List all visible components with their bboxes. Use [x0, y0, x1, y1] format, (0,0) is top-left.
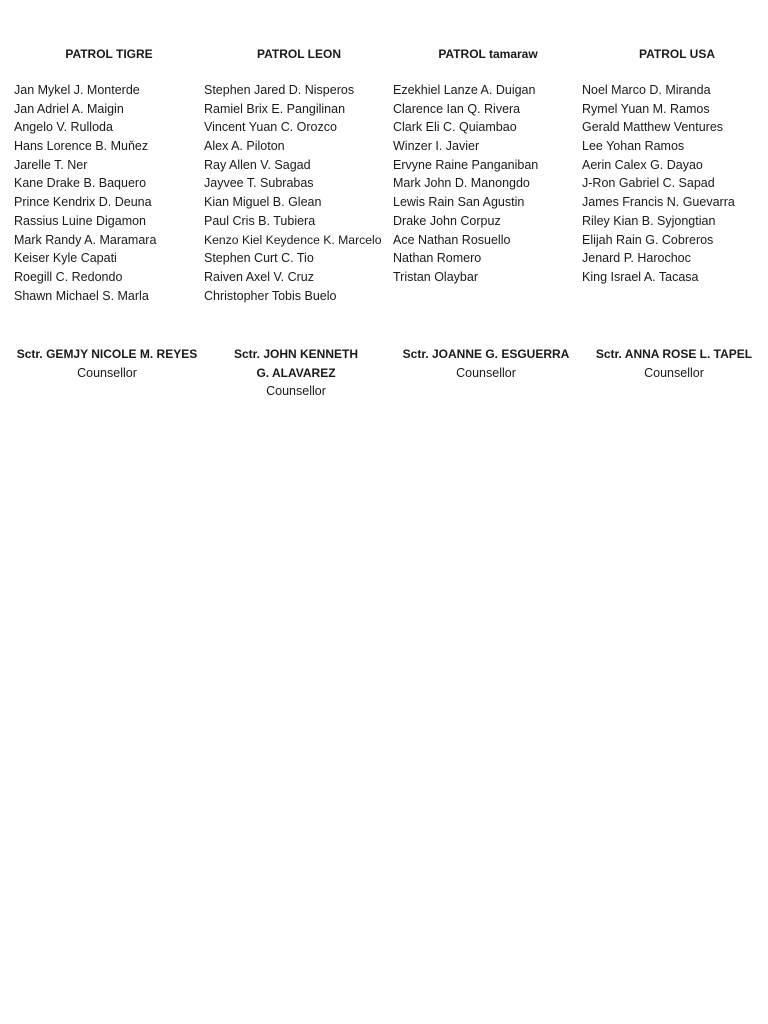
- member-name: Angelo V. Rulloda: [14, 120, 113, 135]
- member-name: Winzer I. Javier: [393, 139, 480, 154]
- patrol-title: PATROL tamaraw: [438, 47, 538, 61]
- member-name: Jan Adriel A. Maigin: [14, 101, 124, 116]
- member-list: [204, 81, 394, 305]
- member-name: Roegill C. Redondo: [14, 269, 123, 284]
- member-name: Tristan Olaybar: [393, 269, 478, 284]
- patrol-column-tamaraw: [393, 45, 583, 287]
- member-name: Shawn Michael S. Marla: [14, 288, 149, 303]
- member-name: Ramiel Brix E. Pangilinan: [204, 101, 346, 116]
- member-name: Christopher Tobis Buelo: [204, 288, 337, 303]
- member-name: Prince Kendrix D. Deuna: [14, 195, 152, 210]
- member-name: Ace Nathan Rosuello: [393, 232, 511, 247]
- patrol-title: PATROL USA: [638, 47, 715, 61]
- counsellor-name: Sctr. GEMJY NICOLE M. REYES: [16, 347, 198, 361]
- counsellor-name: Sctr. JOHN KENNETH G. ALAVAREZ: [233, 347, 359, 380]
- member-name: Mark Randy A. Maramara: [14, 232, 157, 247]
- counsellor-name: Sctr. ANNA ROSE L. TAPEL: [595, 347, 753, 361]
- member-name: Riley Kian B. Syjongtian: [582, 213, 716, 228]
- member-list: [582, 81, 768, 287]
- member-name: Elijah Rain G. Cobreros: [582, 232, 714, 247]
- member-name: Stephen Jared D. Nisperos: [204, 83, 355, 97]
- member-name: Stephen Curt C. Tio: [204, 251, 314, 266]
- member-name: Aerin Calex G. Dayao: [582, 157, 703, 172]
- counsellor-name: Sctr. JOANNE G. ESGUERRA: [402, 347, 570, 361]
- member-list: [14, 81, 204, 305]
- patrol-title: PATROL TIGRE: [65, 47, 153, 61]
- member-list: [393, 81, 583, 287]
- member-name: Kian Miguel B. Glean: [204, 195, 322, 210]
- member-name: Keiser Kyle Capati: [14, 251, 117, 266]
- member-name: King Israel A. Tacasa: [582, 269, 699, 284]
- member-name: J-Ron Gabriel C. Sapad: [582, 176, 715, 191]
- member-name: Hans Lorence B. Muňez: [14, 139, 149, 154]
- counsellor-block-tamaraw: [391, 345, 581, 382]
- member-name: Ervyne Raine Panganiban: [393, 157, 539, 172]
- member-name: Vincent Yuan C. Orozco: [204, 120, 337, 135]
- member-name: Jan Mykel J. Monterde: [14, 83, 140, 97]
- member-name: Kenzo Kiel Keydence K. Marcelo: [204, 232, 382, 247]
- patrol-title: PATROL LEON: [257, 47, 341, 61]
- member-name: Lewis Rain San Agustin: [393, 195, 525, 210]
- member-name: Paul Cris B. Tubiera: [204, 213, 316, 228]
- member-name: Lee Yohan Ramos: [582, 139, 685, 154]
- counsellor-role: Counsellor: [456, 365, 516, 380]
- member-name: Rymel Yuan M. Ramos: [582, 101, 710, 116]
- member-name: Ezekhiel Lanze A. Duigan: [393, 83, 536, 97]
- member-name: James Francis N. Guevarra: [582, 195, 735, 210]
- counsellor-role: Counsellor: [77, 365, 137, 380]
- member-name: Kane Drake B. Baquero: [14, 176, 147, 191]
- member-name: Ray Allen V. Sagad: [204, 157, 311, 172]
- counsellor-block-leon: [226, 345, 366, 401]
- member-name: Jayvee T. Subrabas: [204, 176, 314, 191]
- member-name: Noel Marco D. Miranda: [582, 83, 711, 97]
- counsellor-block-tigre: [12, 345, 202, 382]
- member-name: Jarelle T. Ner: [14, 157, 88, 172]
- counsellor-block-usa: [580, 345, 768, 382]
- member-name: Drake John Corpuz: [393, 213, 501, 228]
- member-name: Alex A. Piloton: [204, 139, 285, 154]
- patrol-column-leon: [204, 45, 394, 305]
- counsellor-role: Counsellor: [644, 365, 704, 380]
- member-name: Clark Eli C. Quiambao: [393, 120, 517, 135]
- member-name: Raiven Axel V. Cruz: [204, 269, 315, 284]
- member-name: Nathan Romero: [393, 251, 482, 266]
- counsellor-role: Counsellor: [266, 384, 326, 399]
- member-name: Clarence Ian Q. Rivera: [393, 101, 521, 116]
- member-name: Gerald Matthew Ventures: [582, 120, 724, 135]
- patrol-column-usa: [582, 45, 768, 287]
- member-name: Rassius Luine Digamon: [14, 213, 147, 228]
- member-name: Jenard P. Harochoc: [582, 251, 691, 266]
- member-name: Mark John D. Manongdo: [393, 176, 530, 191]
- patrol-column-tigre: [14, 45, 204, 305]
